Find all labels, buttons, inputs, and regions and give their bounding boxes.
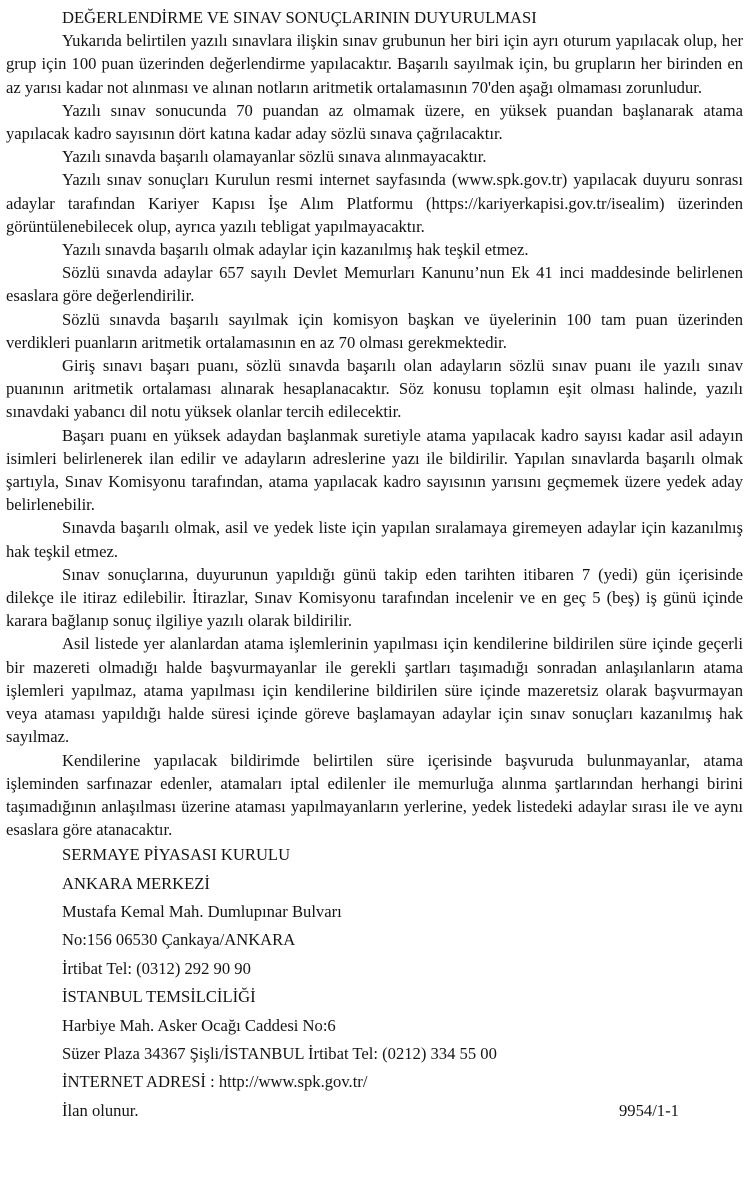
istanbul-address-phone: Süzer Plaza 34367 Şişli/İSTANBUL İrtibat Tel: (0212) 334 55 00 [62,1044,497,1064]
ankara-office-title: ANKARA MERKEZİ [62,873,210,893]
closing-row [62,1097,743,1125]
paragraph-objection: Sınav sonuçlarına, duyurunun yapıldığı günü takip eden tarihten itibaren 7 (yedi) gün içerisinde dilekçe ile itiraz edilebilir. İtirazlar, Sınav Komisyonu tarafından incelenir ve en geç 5 (beş) iş günü içinde karara bağlanıp sonuç ilgiliye yazılı olarak bildirilir. [6,564,743,631]
paragraph-evaluation: Yukarıda belirtilen yazılı sınavlara ilişkin sınav grubunun her biri için ayrı oturum yapılacak olup, her grup için 100 puan üzerinden değerlendirme yapılacaktır. Başarılı sayılmak için, bu grupların her birinden en az yarısı kadar not alınması ve alınan notların aritmetik ortalamasının 70'den aşağı olmaması zorunludur. [6,31,743,97]
paragraph-failed-written: Yazılı sınavda başarılı olamayanlar sözlü sınava alınmayacaktır. [62,147,487,167]
section-heading: DEĞERLENDİRME VE SINAV SONUÇLARININ DUYURULMASI [62,8,537,27]
paragraph-oral-invitation: Yazılı sınav sonucunda 70 puandan az olmamak üzere, en yüksek puandan başlanarak atama yapılacak kadro sayısının dört katına kadar aday sözlü sınava çağrılacaktır. [6,100,743,144]
paragraph-ranking-rights: Sınavda başarılı olmak, asil ve yedek liste için yapılan sıralamaya giremeyen adaylar için kazanılmış hak teşkil etmez. [6,518,743,561]
announcement-page [6,6,743,1125]
announcement-reference: 9954/1-1 [619,1100,679,1120]
paragraph-reserve-list: Kendilerine yapılacak bildirimde belirtilen süre içerisinde başvuruda bulunmayanlar, atama işleminden sarfınazar edenler, atamaları iptal edilenler ile memurluğa alınma şartlarından herhangi birini taşımadığının anlaşılması üzerine ataması yapılmayanların yerlerine, yedek listedeki adaylar sırası ile ve aynı esaslara göre atanacaktır. [6,750,743,840]
paragraph-oral-pass-score: Sözlü sınavda başarılı sayılmak için komisyon başkan ve üyelerinin 100 tam puan üzerinden verdikleri puanların aritmetik ortalamasının en az 70 olması gerekmektedir. [6,309,743,352]
institution-name: SERMAYE PİYASASI KURULU [62,845,291,865]
paragraph-entrance-score: Giriş sınavı başarı puanı, sözlü sınavda başarılı olan adayların sözlü sınav puanı ile yazılı sınav puanının aritmetik ortalaması alınarak hesaplanacaktır. Söz konusu toplamın eşit olması halinde, yazılı sınavdaki yabancı dil notu yüksek olanlar tercih edilecektir. [6,356,743,422]
ankara-address-line-1: Mustafa Kemal Mah. Dumlupınar Bulvarı [62,902,342,922]
website-address: İNTERNET ADRESİ : http://www.spk.gov.tr/ [62,1072,368,1092]
paragraph-results-announcement: Yazılı sınav sonuçları Kurulun resmi internet sayfasında (www.spk.gov.tr) yapılacak duyuru sonrası adaylar tarafından Kariyer Kapısı İşe Alım Platformu (https://kariyerkapisi.gov.tr/isealim) üzerinden görüntülenebilecek olup, ayrıca yazılı tebligat yapılmayacaktır. [6,170,743,236]
paragraph-oral-criteria: Sözlü sınavda adaylar 657 sayılı Devlet Memurları Kanunu’nun Ek 41 inci maddesinde belirlenen esaslara göre değerlendirilir. [6,263,743,306]
ankara-phone: İrtibat Tel: (0312) 292 90 90 [62,958,251,978]
paragraph-no-acquired-right: Yazılı sınavda başarılı olmak adaylar için kazanılmış hak teşkil etmez. [62,240,529,260]
paragraph-candidate-list: Başarı puanı en yüksek adaydan başlanmak suretiyle atama yapılacak kadro sayısı kadar asil adayın isimleri belirlenerek ilan edilir ve adayların adreslerine yazı ile bildirilir. Yapılan sınavlarda başarılı olmak şartıyla, Sınav Komisyonu tarafından, atama yapılacak kadro sayısının yarısını geçmemek üzere yedek aday belirlenebilir. [6,425,743,515]
contact-footer [6,841,743,1125]
paragraph-appointment-rules: Asil listede yer alanlardan atama işlemlerinin yapılması için kendilerine bildirilen süre içinde geçerli bir mazereti olmadığı halde başvurmayanlar ile gerekli şartları taşımadığı sonradan anlaşılanların atama işlemleri yapılmaz, atama yapılması için kendilerine bildirilen süre içinde mazeretsiz olarak başvurmayan veya ataması yapıldığı halde süresi içinde göreve başlamayan adaylar için sınav sonuçları kazanılmış hak sayılmaz. [6,634,743,747]
ankara-address-line-2: No:156 06530 Çankaya/ANKARA [62,930,296,950]
closing-text: İlan olunur. [62,1100,139,1120]
istanbul-address-line-1: Harbiye Mah. Asker Ocağı Caddesi No:6 [62,1015,336,1035]
istanbul-office-title: İSTANBUL TEMSİLCİLİĞİ [62,987,256,1007]
